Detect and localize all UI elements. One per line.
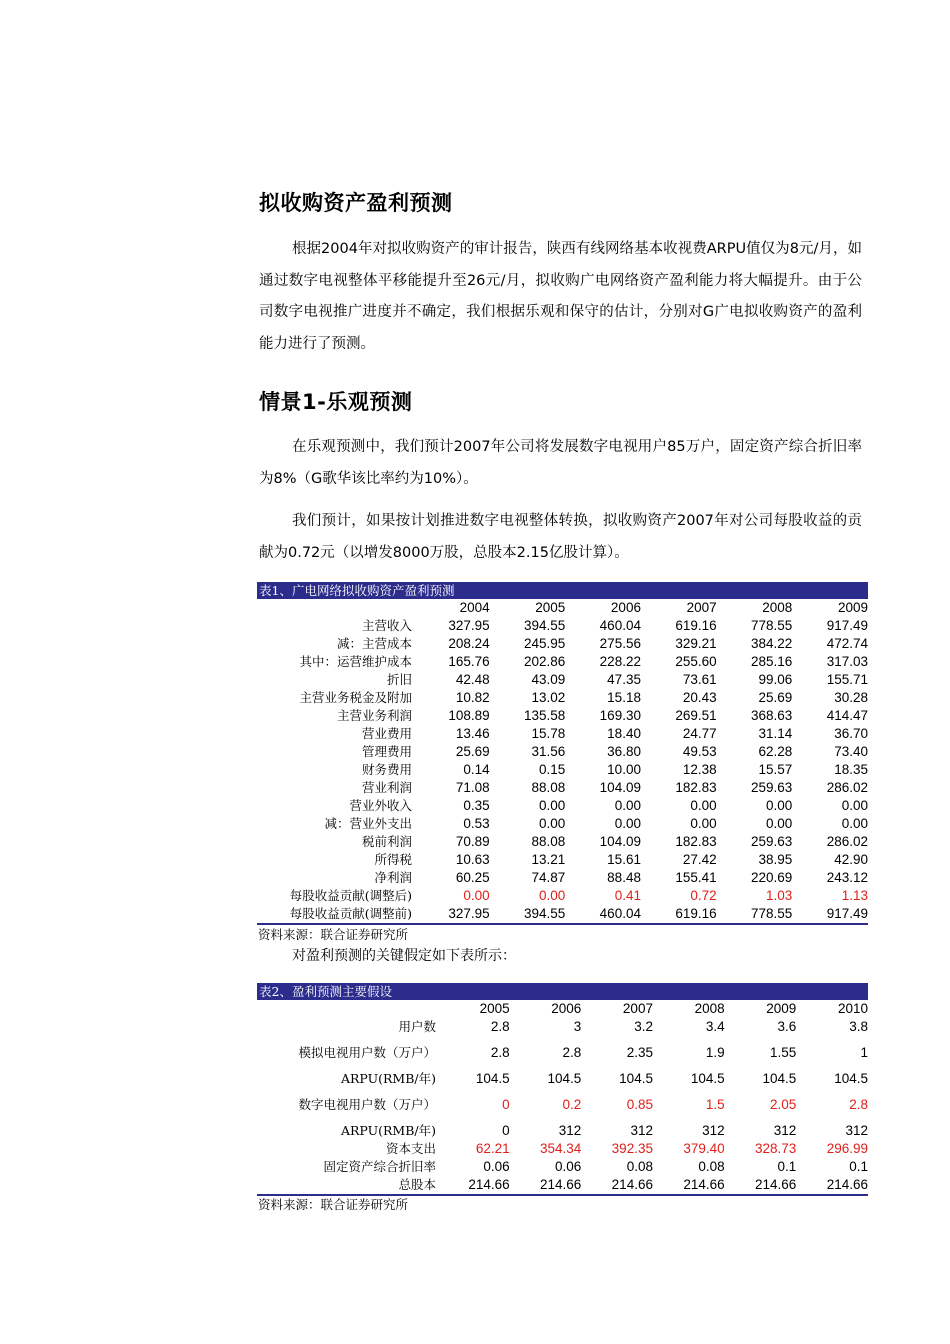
table-cell: 328.73 xyxy=(754,1141,797,1156)
row-label: 模拟电视用户数（万户） xyxy=(298,1045,436,1060)
row-label: 主营业务税金及附加 xyxy=(299,690,412,705)
table-cell: 243.12 xyxy=(826,870,868,885)
table-cell: 354.34 xyxy=(540,1141,582,1156)
table-cell: 392.35 xyxy=(611,1141,653,1156)
table-cell: 108.89 xyxy=(448,708,490,723)
row-label: 减：主营成本 xyxy=(336,636,412,651)
table-cell: 0 xyxy=(502,1097,510,1112)
table-row xyxy=(257,1036,868,1070)
table-cell: 259.63 xyxy=(750,834,793,849)
table-cell: 38.95 xyxy=(758,852,793,867)
table-cell: 0.00 xyxy=(766,816,793,831)
table-cell: 2.35 xyxy=(626,1045,653,1060)
row-label: 折旧 xyxy=(386,672,412,687)
table-cell: 0 xyxy=(502,1123,510,1138)
row-label: 营业费用 xyxy=(361,726,412,741)
table-cell: 104.5 xyxy=(547,1071,582,1086)
year-header: 2009 xyxy=(837,600,868,615)
table-cell: 394.55 xyxy=(490,905,566,924)
year-header: 2008 xyxy=(694,1001,725,1016)
table-cell: 0.06 xyxy=(555,1159,582,1174)
table-cell: 169.30 xyxy=(599,708,641,723)
table-row xyxy=(257,797,868,815)
table-cell: 135.58 xyxy=(524,708,566,723)
table-cell: 60.25 xyxy=(455,870,490,885)
row-label: 固定资产综合折旧率 xyxy=(323,1159,436,1174)
table-cell: 104.5 xyxy=(834,1071,868,1086)
table-cell: 285.16 xyxy=(750,654,793,669)
table-cell: 394.55 xyxy=(524,618,566,633)
header-blank-cell xyxy=(257,1000,438,1018)
table-cell: 31.14 xyxy=(758,726,793,741)
table-cell: 220.69 xyxy=(750,870,793,885)
table-row xyxy=(257,761,868,779)
row-label: 总股本 xyxy=(257,1176,438,1195)
table-cell: 155.71 xyxy=(826,672,868,687)
table-row xyxy=(257,869,868,887)
scenario-paragraph-2: 我们预计，如果按计划推进数字电视整体转换，拟收购资产2007年对公司每股收益的贡献为0.72元（以增发8000万股，总股本2.15亿股计算）。 xyxy=(259,513,862,561)
table-cell: 384.22 xyxy=(750,636,793,651)
row-label: 税前利润 xyxy=(361,834,412,849)
table-cell: 0.1 xyxy=(849,1159,868,1174)
table-cell: 214.66 xyxy=(796,1176,868,1195)
table-cell: 0.00 xyxy=(614,816,641,831)
table-cell: 0.00 xyxy=(539,816,566,831)
table-cell: 460.04 xyxy=(599,618,641,633)
table-cell: 214.66 xyxy=(438,1176,510,1195)
table-cell: 312 xyxy=(702,1123,725,1138)
table-cell: 3.6 xyxy=(777,1019,797,1034)
table-cell: 2.8 xyxy=(562,1045,582,1060)
table-cell: 327.95 xyxy=(448,618,490,633)
table-cell: 0.41 xyxy=(614,888,641,903)
table-cell: 0.08 xyxy=(698,1159,725,1174)
table-cell: 368.63 xyxy=(750,708,793,723)
table-cell: 0.72 xyxy=(690,888,717,903)
table-cell: 0.35 xyxy=(463,798,490,813)
table-row xyxy=(257,1018,868,1036)
table-cell: 36.70 xyxy=(834,726,868,741)
table-row xyxy=(257,707,868,725)
table-cell: 619.16 xyxy=(641,905,717,924)
table-cell: 312 xyxy=(845,1123,868,1138)
table-cell: 202.86 xyxy=(524,654,566,669)
table-cell: 0.00 xyxy=(690,816,717,831)
table-cell: 0.00 xyxy=(539,888,566,903)
table-cell: 3 xyxy=(573,1019,582,1034)
table-cell: 2.8 xyxy=(849,1097,868,1112)
table-row xyxy=(257,743,868,761)
table-cell: 460.04 xyxy=(565,905,641,924)
table-row xyxy=(257,671,868,689)
assumption-note: 对盈利预测的关键假定如下表所示： xyxy=(292,948,516,964)
row-label: ARPU(RMB/年) xyxy=(340,1071,436,1086)
table-cell: 329.21 xyxy=(675,636,717,651)
table-cell: 0.00 xyxy=(690,798,717,813)
assumptions-table xyxy=(257,983,868,1196)
table-cell: 12.38 xyxy=(682,762,717,777)
table-cell: 43.09 xyxy=(531,672,566,687)
row-label: 主营业务利润 xyxy=(336,708,412,723)
row-label: 营业利润 xyxy=(361,780,412,795)
row-label: 每股收益贡献(调整后) xyxy=(289,888,412,903)
table-cell: 0.00 xyxy=(841,798,868,813)
profit-forecast-table xyxy=(257,582,868,925)
table-cell: 20.43 xyxy=(682,690,717,705)
table-row xyxy=(257,887,868,905)
row-label: ARPU(RMB/年) xyxy=(340,1123,436,1138)
table-cell: 917.49 xyxy=(826,618,868,633)
scenario-title: 情景1-乐观预测 xyxy=(259,390,413,414)
table-cell: 259.63 xyxy=(750,780,793,795)
table-cell: 104.5 xyxy=(619,1071,653,1086)
table-cell: 255.60 xyxy=(675,654,717,669)
table-cell: 917.49 xyxy=(792,905,868,924)
table-row xyxy=(257,653,868,671)
table-cell: 10.63 xyxy=(455,852,490,867)
table-cell: 0.53 xyxy=(463,816,490,831)
table-cell: 18.40 xyxy=(607,726,641,741)
table-cell: 15.57 xyxy=(758,762,793,777)
table-cell: 275.56 xyxy=(599,636,641,651)
table-cell: 18.35 xyxy=(834,762,868,777)
table-cell: 49.53 xyxy=(682,744,717,759)
section-title: 拟收购资产盈利预测 xyxy=(259,191,453,215)
table-cell: 0.00 xyxy=(463,888,490,903)
table-cell: 155.41 xyxy=(675,870,717,885)
table-cell: 15.18 xyxy=(607,690,641,705)
table-cell: 104.5 xyxy=(762,1071,797,1086)
table2-source: 资料来源：联合证券研究所 xyxy=(258,1197,409,1212)
table-cell: 296.99 xyxy=(826,1141,868,1156)
table-cell: 42.90 xyxy=(834,852,868,867)
row-label: 营业外收入 xyxy=(349,798,412,813)
row-label: 数字电视用户数（万户） xyxy=(298,1097,436,1112)
table-cell: 88.08 xyxy=(531,834,566,849)
row-label: 资本支出 xyxy=(385,1141,436,1156)
table-cell: 228.22 xyxy=(599,654,641,669)
table-cell: 208.24 xyxy=(448,636,490,651)
table-cell: 0.85 xyxy=(626,1097,653,1112)
table-cell: 317.03 xyxy=(826,654,868,669)
table-cell: 62.21 xyxy=(475,1141,510,1156)
table-cell: 0.15 xyxy=(539,762,566,777)
table-row xyxy=(257,1140,868,1158)
year-header: 2009 xyxy=(766,1001,797,1016)
table-row xyxy=(257,1088,868,1122)
table-cell: 1.03 xyxy=(766,888,793,903)
table-cell: 31.56 xyxy=(531,744,566,759)
table-row xyxy=(257,851,868,869)
table-cell: 312 xyxy=(630,1123,653,1138)
table-cell: 74.87 xyxy=(531,870,566,885)
table-cell: 27.42 xyxy=(682,852,717,867)
table-header-row xyxy=(257,1000,868,1018)
table-cell: 25.69 xyxy=(758,690,793,705)
table-cell: 269.51 xyxy=(675,708,717,723)
table-cell: 1 xyxy=(860,1045,868,1060)
year-header: 2006 xyxy=(610,600,641,615)
row-label: 减：营业外支出 xyxy=(324,816,412,831)
table-cell: 13.02 xyxy=(531,690,566,705)
year-header: 2007 xyxy=(686,600,717,615)
table-cell: 24.77 xyxy=(682,726,717,741)
table-cell: 414.47 xyxy=(826,708,868,723)
row-label: 其中：运营维护成本 xyxy=(299,654,412,669)
table-row xyxy=(257,1122,868,1140)
table-cell: 0.00 xyxy=(614,798,641,813)
table-header-row xyxy=(257,599,868,617)
table-cell: 182.83 xyxy=(675,780,717,795)
table-cell: 1.5 xyxy=(705,1097,725,1112)
table-cell: 1.9 xyxy=(705,1045,725,1060)
table-cell: 42.48 xyxy=(455,672,490,687)
table-cell: 36.80 xyxy=(607,744,641,759)
table1-source: 资料来源：联合证券研究所 xyxy=(258,927,409,942)
table-cell: 10.82 xyxy=(455,690,490,705)
table-cell: 30.28 xyxy=(834,690,868,705)
table-cell: 71.08 xyxy=(455,780,490,795)
table-cell: 214.66 xyxy=(581,1176,653,1195)
table-row xyxy=(257,617,868,635)
table-cell: 214.66 xyxy=(510,1176,582,1195)
row-label: 每股收益贡献(调整前) xyxy=(257,905,414,924)
row-label: 所得税 xyxy=(374,852,412,867)
table-cell: 15.61 xyxy=(607,852,641,867)
table-cell: 47.35 xyxy=(607,672,641,687)
table-cell: 0.14 xyxy=(463,762,490,777)
row-label: 用户数 xyxy=(398,1019,436,1034)
table-cell: 327.95 xyxy=(414,905,490,924)
table-cell: 2.8 xyxy=(490,1045,510,1060)
table-cell: 3.4 xyxy=(705,1019,725,1034)
table-cell: 1.55 xyxy=(770,1045,797,1060)
table-row xyxy=(257,689,868,707)
table-cell: 88.48 xyxy=(607,870,641,885)
table-cell: 778.55 xyxy=(750,618,793,633)
table-caption: 表2、盈利预测主要假设 xyxy=(257,983,868,1000)
table-cell: 99.06 xyxy=(758,672,793,687)
table-cell: 0.00 xyxy=(539,798,566,813)
table-row xyxy=(257,779,868,797)
table-cell: 0.00 xyxy=(766,798,793,813)
table-cell: 286.02 xyxy=(826,780,868,795)
table-cell: 1.13 xyxy=(841,888,868,903)
table-row xyxy=(257,815,868,833)
year-header: 2007 xyxy=(622,1001,653,1016)
table-cell: 286.02 xyxy=(826,834,868,849)
table-cell: 214.66 xyxy=(725,1176,797,1195)
table-cell: 15.78 xyxy=(531,726,566,741)
table-cell: 104.5 xyxy=(475,1071,510,1086)
table-cell: 3.2 xyxy=(634,1019,653,1034)
table-row xyxy=(257,1158,868,1176)
table-cell: 0.1 xyxy=(777,1159,797,1174)
table-row xyxy=(257,905,868,924)
table-cell: 62.28 xyxy=(758,744,793,759)
table-cell: 472.74 xyxy=(826,636,868,651)
table-cell: 25.69 xyxy=(455,744,490,759)
table-cell: 88.08 xyxy=(531,780,566,795)
intro-paragraph: 根据2004年对拟收购资产的审计报告，陕西有线网络基本收视费ARPU值仅为8元/月，如通过数字电视整体平移能提升至26元/月，拟收购广电网络资产盈利能力将大幅提升。由于公司数字电视推广进度并不确定，我们根据乐观和保守的估计，分别对G广电拟收购资产的盈利能力进行了预测。 xyxy=(259,241,862,352)
table-cell: 2.05 xyxy=(770,1097,797,1112)
table-cell: 104.09 xyxy=(599,780,641,795)
table-cell: 73.61 xyxy=(682,672,717,687)
year-header: 2006 xyxy=(551,1001,582,1016)
table-cell: 70.89 xyxy=(455,834,490,849)
table-cell: 0.06 xyxy=(483,1159,510,1174)
table-cell: 778.55 xyxy=(717,905,793,924)
table-cell: 379.40 xyxy=(683,1141,725,1156)
table-cell: 312 xyxy=(773,1123,797,1138)
table-cell: 104.09 xyxy=(599,834,641,849)
table-cell: 3.8 xyxy=(849,1019,868,1034)
table-cell: 182.83 xyxy=(675,834,717,849)
table-cell: 73.40 xyxy=(834,744,868,759)
scenario-paragraph-1: 在乐观预测中，我们预计2007年公司将发展数字电视用户85万户，固定资产综合折旧率为8%（G歌华该比率约为10%）。 xyxy=(259,439,862,487)
table-cell: 0.00 xyxy=(841,816,868,831)
table-cell: 214.66 xyxy=(653,1176,725,1195)
table-cell: 619.16 xyxy=(675,618,717,633)
table-row xyxy=(257,1176,868,1195)
table-cell: 0.08 xyxy=(626,1159,653,1174)
table-cell: 104.5 xyxy=(690,1071,725,1086)
row-label: 净利润 xyxy=(374,870,412,885)
table-cell: 2.8 xyxy=(490,1019,510,1034)
row-label: 财务费用 xyxy=(361,762,412,777)
row-label: 管理费用 xyxy=(361,744,412,759)
table-cell: 165.76 xyxy=(448,654,490,669)
table-cell: 245.95 xyxy=(524,636,566,651)
row-label: 主营收入 xyxy=(361,618,412,633)
table-cell: 13.21 xyxy=(531,852,566,867)
year-header: 2005 xyxy=(479,1001,510,1016)
table-cell: 10.00 xyxy=(607,762,641,777)
year-header: 2004 xyxy=(459,600,490,615)
table-caption: 表1、广电网络拟收购资产盈利预测 xyxy=(257,582,868,599)
table-row xyxy=(257,833,868,851)
table-cell: 312 xyxy=(558,1123,582,1138)
table-row xyxy=(257,725,868,743)
header-blank-cell xyxy=(257,599,414,617)
table-row xyxy=(257,635,868,653)
table-row xyxy=(257,1070,868,1088)
table-cell: 13.46 xyxy=(455,726,490,741)
year-header: 2010 xyxy=(837,1001,868,1016)
year-header: 2005 xyxy=(535,600,566,615)
year-header: 2008 xyxy=(762,600,793,615)
table-cell: 0.2 xyxy=(562,1097,582,1112)
